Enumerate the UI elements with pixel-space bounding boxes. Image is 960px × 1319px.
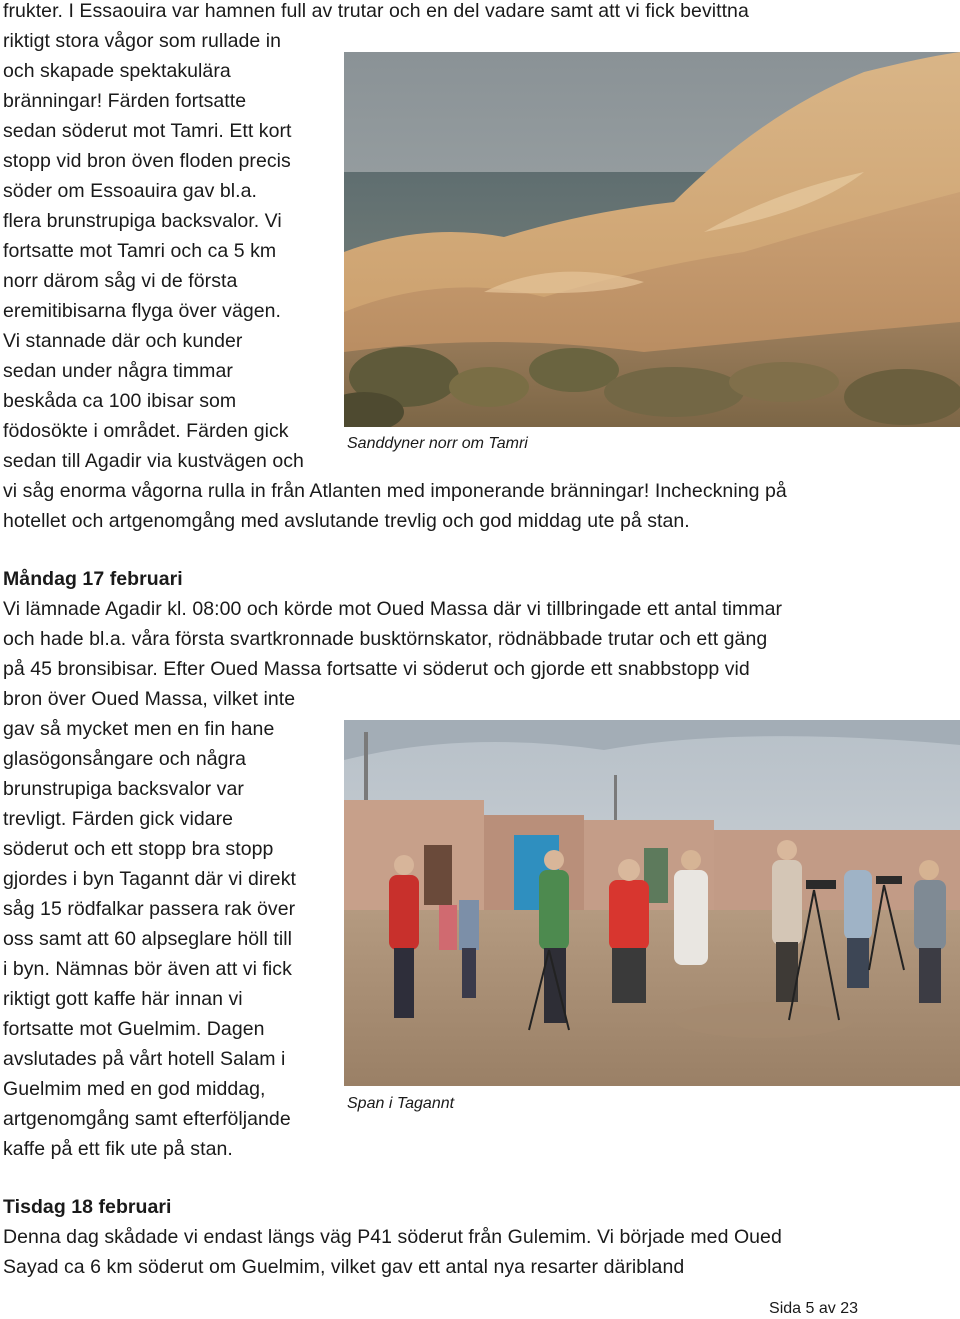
body-text-line: bron över Oued Massa, vilket inte	[3, 688, 296, 710]
body-text-line: såg 15 rödfalkar passera rak över	[3, 898, 296, 920]
body-text-line: frukter. I Essaouira var hamnen full av trutar och en del vadare samt att vi fick bevittna	[3, 0, 749, 22]
body-text-line: Vi stannade där och kunder	[3, 330, 243, 352]
page-number: Sida 5 av 23	[769, 1300, 858, 1317]
birdwatchers-photo	[344, 720, 960, 1086]
body-text-line: fortsatte mot Tamri och ca 5 km	[3, 240, 277, 262]
body-text-line: trevligt. Färden gick vidare	[3, 808, 234, 830]
body-text-line: sedan under några timmar	[3, 360, 233, 382]
body-text-line: vi såg enorma vågorna rulla in från Atlanten med imponerande bränningar! Incheckning på	[3, 480, 787, 502]
body-text-line: söder om Essoauira gav bl.a.	[3, 180, 257, 202]
body-text-line: avslutades på vårt hotell Salam i	[3, 1048, 286, 1070]
body-text-line: hotellet och artgenomgång med avslutande trevlig och god middag ute på stan.	[3, 510, 690, 532]
body-text-line: gav så mycket men en fin hane	[3, 718, 275, 740]
body-text-line: i byn. Nämnas bör även att vi fick	[3, 958, 292, 980]
body-text-line: födosökte i området. Färden gick	[3, 420, 289, 442]
body-text-line: på 45 bronsibisar. Efter Oued Massa fortsatte vi söderut och gjorde ett snabbstopp vid	[3, 658, 750, 680]
body-text-line: söderut och ett stopp bra stopp	[3, 838, 274, 860]
body-text-line: sedan till Agadir via kustvägen och	[3, 450, 304, 472]
body-text-line: fortsatte mot Guelmim. Dagen	[3, 1018, 265, 1040]
body-text-line: artgenomgång samt efterföljande	[3, 1108, 291, 1130]
body-text-line: gjordes i byn Tagannt där vi direkt	[3, 868, 296, 890]
section-heading: Måndag 17 februari	[3, 568, 183, 590]
body-text-line: Denna dag skådade vi endast längs väg P41 söderut från Gulemim. Vi började med Oued	[3, 1226, 782, 1248]
body-text-line: bränningar! Färden fortsatte	[3, 90, 247, 112]
body-text-line: och hade bl.a. våra första svartkronnade busktörnskator, rödnäbbade trutar och ett gäng	[3, 628, 768, 650]
body-text-line: beskåda ca 100 ibisar som	[3, 390, 237, 412]
body-text-line: Sayad ca 6 km söderut om Guelmim, vilket gav ett antal nya resarter däribland	[3, 1256, 685, 1278]
dunes-photo	[344, 52, 960, 427]
body-text-line: stopp vid bron öven floden precis	[3, 150, 291, 172]
body-text-line: norr därom såg vi de första	[3, 270, 238, 292]
body-text-line: sedan söderut mot Tamri. Ett kort	[3, 120, 292, 142]
body-text-line: riktigt stora vågor som rullade in	[3, 30, 282, 52]
photo-caption: Span i Tagannt	[347, 1095, 455, 1112]
body-text-line: flera brunstrupiga backsvalor. Vi	[3, 210, 282, 232]
section-heading: Tisdag 18 februari	[3, 1196, 172, 1218]
body-text-line: Vi lämnade Agadir kl. 08:00 och körde mot Oued Massa där vi tillbringade ett antal timmar	[3, 598, 783, 620]
body-text-line: oss samt att 60 alpseglare höll till	[3, 928, 293, 950]
body-text-line: glasögonsångare och några	[3, 748, 247, 770]
body-text-line: kaffe på ett fik ute på stan.	[3, 1138, 233, 1160]
body-text-line: brunstrupiga backsvalor var	[3, 778, 244, 800]
body-text-line: Guelmim med en god middag,	[3, 1078, 266, 1100]
body-text-line: och skapade spektakulära	[3, 60, 231, 82]
body-text-line: eremitibisarna flyga över vägen.	[3, 300, 281, 322]
photo-caption: Sanddyner norr om Tamri	[347, 435, 528, 452]
body-text-line: riktigt gott kaffe här innan vi	[3, 988, 243, 1010]
